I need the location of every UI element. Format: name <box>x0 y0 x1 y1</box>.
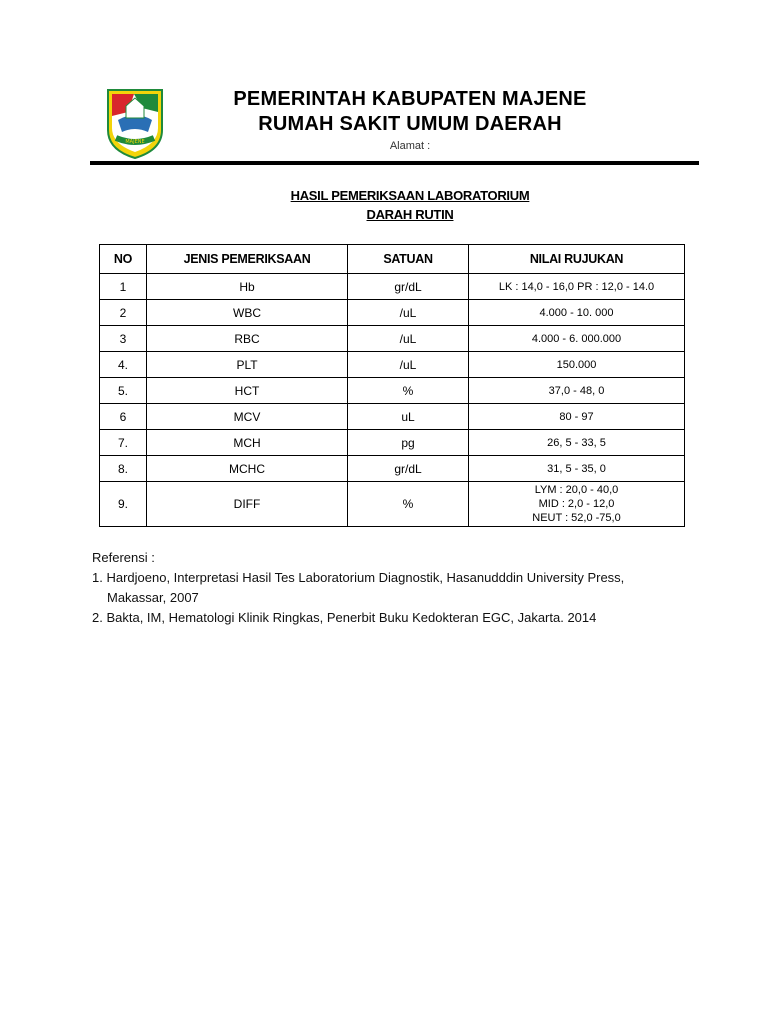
table-row <box>100 378 685 404</box>
table-row <box>100 482 685 527</box>
reference-item-1-continued: Makassar, 2007 <box>107 590 199 605</box>
cell-satuan: /uL <box>348 326 469 352</box>
cell-no: 6 <box>100 404 147 430</box>
cell-jenis: DIFF <box>147 482 348 527</box>
column-header-satuan: SATUAN <box>348 245 469 274</box>
table-row <box>100 456 685 482</box>
cell-rujukan: 150.000 <box>469 352 685 378</box>
rujukan-line-neut: NEUT : 52,0 -75,0 <box>532 512 621 524</box>
rujukan-line-lym: LYM : 20,0 - 40,0 <box>534 484 619 496</box>
reference-item-2: 2. Bakta, IM, Hematologi Klinik Ringkas, Penerbit Buku Kedokteran EGC, Jakarta. 2014 <box>92 610 597 625</box>
rujukan-line-mid: MID : 2,0 - 12,0 <box>538 498 615 510</box>
reference-item-1: 1. Hardjoeno, Interpretasi Hasil Tes Laboratorium Diagnostik, Hasanudddin University Press, <box>92 570 625 585</box>
report-subtitle: DARAH RUTIN <box>366 207 454 222</box>
header-address-label: Alamat : <box>389 140 431 152</box>
table-row <box>100 300 685 326</box>
cell-satuan: gr/dL <box>348 274 469 300</box>
lab-results-table <box>99 244 685 527</box>
column-header-no: NO <box>100 245 147 274</box>
table-row <box>100 352 685 378</box>
header-divider <box>90 161 699 165</box>
cell-satuan: gr/dL <box>348 456 469 482</box>
cell-satuan: uL <box>348 404 469 430</box>
references-section <box>92 548 624 628</box>
cell-satuan: /uL <box>348 300 469 326</box>
cell-jenis: MCV <box>147 404 348 430</box>
cell-jenis: Hb <box>147 274 348 300</box>
cell-no: 5. <box>100 378 147 404</box>
cell-rujukan: 31, 5 - 35, 0 <box>469 456 685 482</box>
cell-jenis: MCH <box>147 430 348 456</box>
cell-rujukan: 37,0 - 48, 0 <box>469 378 685 404</box>
cell-rujukan: LK : 14,0 - 16,0 PR : 12,0 - 14.0 <box>469 274 685 300</box>
cell-jenis: MCHC <box>147 456 348 482</box>
cell-jenis: RBC <box>147 326 348 352</box>
cell-rujukan: 26, 5 - 33, 5 <box>469 430 685 456</box>
cell-rujukan <box>469 482 685 527</box>
cell-satuan: pg <box>348 430 469 456</box>
cell-rujukan: 4.000 - 6. 000.000 <box>469 326 685 352</box>
header-government-name: PEMERINTAH KABUPATEN MAJENE <box>233 88 587 110</box>
logo-text: MAJENE <box>125 139 145 145</box>
column-header-rujukan: NILAI RUJUKAN <box>469 245 685 274</box>
report-title: HASIL PEMERIKSAAN LABORATORIUM <box>290 188 530 203</box>
cell-no: 8. <box>100 456 147 482</box>
table-row <box>100 404 685 430</box>
cell-no: 9. <box>100 482 147 527</box>
cell-no: 2 <box>100 300 147 326</box>
cell-satuan: % <box>348 378 469 404</box>
cell-no: 3 <box>100 326 147 352</box>
references-heading: Referensi : <box>92 550 155 565</box>
cell-satuan: % <box>348 482 469 527</box>
cell-rujukan: 4.000 - 10. 000 <box>469 300 685 326</box>
cell-rujukan: 80 - 97 <box>469 404 685 430</box>
table-row <box>100 274 685 300</box>
cell-no: 1 <box>100 274 147 300</box>
cell-no: 7. <box>100 430 147 456</box>
table-header-row <box>100 245 685 274</box>
table-row <box>100 326 685 352</box>
table-row <box>100 430 685 456</box>
cell-jenis: PLT <box>147 352 348 378</box>
cell-satuan: /uL <box>348 352 469 378</box>
column-header-jenis: JENIS PEMERIKSAAN <box>147 245 348 274</box>
cell-jenis: WBC <box>147 300 348 326</box>
header-hospital-name: RUMAH SAKIT UMUM DAERAH <box>258 113 562 135</box>
cell-jenis: HCT <box>147 378 348 404</box>
cell-no: 4. <box>100 352 147 378</box>
majene-emblem-logo <box>104 86 166 160</box>
